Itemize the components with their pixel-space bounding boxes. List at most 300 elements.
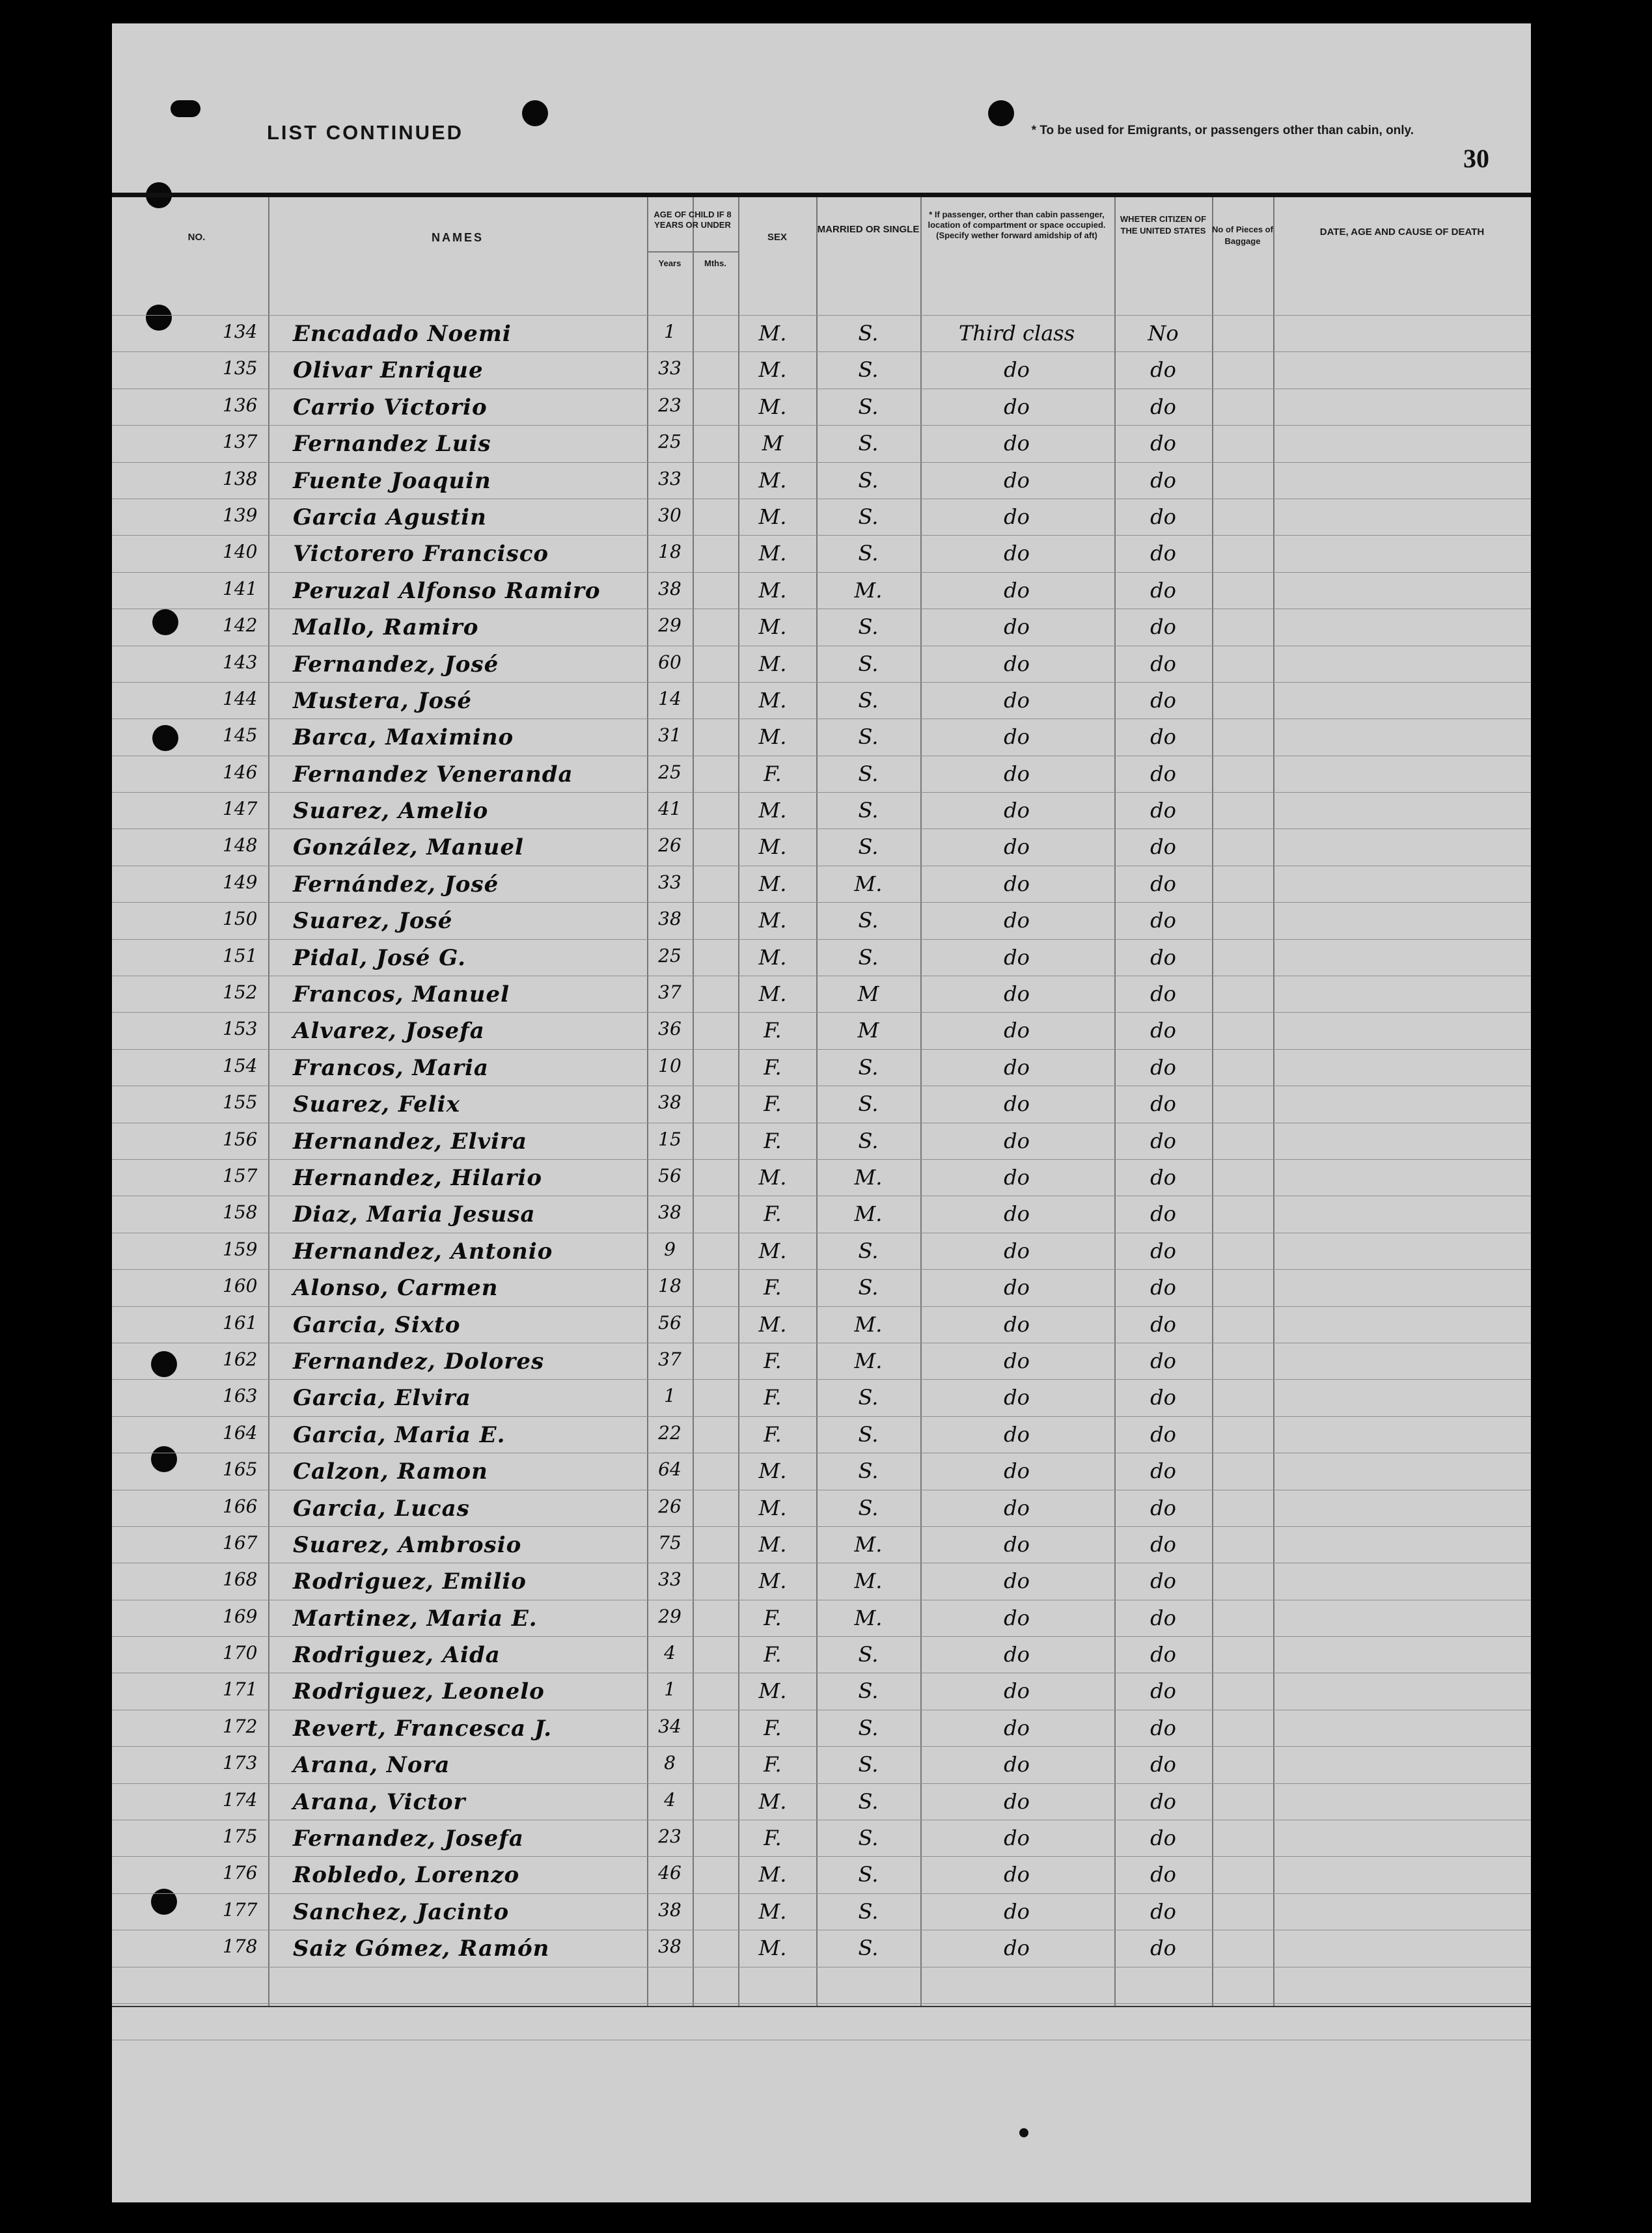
row-number: 158 bbox=[223, 1201, 258, 1224]
compartment: do bbox=[1004, 651, 1030, 676]
passenger-name: Garcia, Lucas bbox=[293, 1495, 470, 1522]
age-years: 33 bbox=[658, 871, 681, 893]
punch-hole bbox=[988, 100, 1014, 126]
row-number: 135 bbox=[223, 357, 258, 379]
age-years: 33 bbox=[658, 1569, 681, 1591]
passenger-name: Fernandez, Josefa bbox=[293, 1826, 524, 1852]
row-number: 159 bbox=[223, 1238, 258, 1260]
row-number: 155 bbox=[223, 1091, 258, 1114]
passenger-name: Rodriguez, Emilio bbox=[293, 1569, 527, 1595]
table-row bbox=[112, 315, 1531, 351]
table-row bbox=[112, 535, 1531, 571]
passenger-name: Robledo, Lorenzo bbox=[293, 1862, 520, 1889]
row-number: 157 bbox=[223, 1164, 258, 1186]
row-number: 163 bbox=[223, 1385, 258, 1407]
table-row bbox=[112, 425, 1531, 461]
marital-status: M. bbox=[854, 1201, 883, 1227]
sex: F. bbox=[764, 1054, 782, 1080]
marital-status: S. bbox=[858, 504, 879, 529]
marital-status: M bbox=[857, 981, 879, 1007]
empty-row bbox=[112, 2003, 1531, 2040]
table-row bbox=[112, 829, 1531, 865]
sex: M. bbox=[758, 614, 787, 640]
us-citizen: do bbox=[1150, 1238, 1176, 1263]
compartment: do bbox=[1004, 504, 1030, 529]
table-row bbox=[112, 646, 1531, 682]
sex: F. bbox=[764, 1091, 782, 1117]
passenger-name: Fernandez, José bbox=[293, 651, 499, 678]
us-citizen: do bbox=[1150, 1275, 1176, 1300]
marital-status: M. bbox=[854, 1348, 883, 1373]
us-citizen: do bbox=[1150, 1495, 1176, 1520]
age-years: 37 bbox=[658, 981, 681, 1004]
compartment: do bbox=[1004, 981, 1030, 1007]
sex: F. bbox=[764, 1018, 782, 1043]
compartment: do bbox=[1004, 431, 1030, 456]
passenger-name: Calzon, Ramon bbox=[293, 1459, 488, 1485]
us-citizen: do bbox=[1150, 1385, 1176, 1410]
compartment: do bbox=[1004, 834, 1030, 860]
age-years: 1 bbox=[664, 1678, 676, 1701]
compartment: do bbox=[1004, 357, 1030, 383]
sex: M. bbox=[758, 394, 787, 419]
sex: M. bbox=[758, 504, 787, 529]
row-number: 140 bbox=[223, 541, 258, 563]
row-number: 166 bbox=[223, 1495, 258, 1517]
compartment: do bbox=[1004, 687, 1030, 713]
sex: M. bbox=[758, 1495, 787, 1520]
sex: M. bbox=[758, 467, 787, 493]
table-row bbox=[112, 1453, 1531, 1489]
table-row bbox=[112, 1930, 1531, 1966]
row-number: 171 bbox=[223, 1678, 258, 1701]
passenger-name: Encadado Noemi bbox=[293, 321, 512, 347]
compartment: do bbox=[1004, 614, 1030, 640]
sex: M. bbox=[758, 944, 787, 970]
sex: M. bbox=[758, 1164, 787, 1190]
table-row bbox=[112, 1600, 1531, 1636]
us-citizen: do bbox=[1150, 1936, 1176, 1961]
us-citizen: do bbox=[1150, 1091, 1176, 1117]
passenger-name: Suarez, Felix bbox=[293, 1091, 460, 1118]
sex: F. bbox=[764, 1642, 782, 1667]
row-number: 136 bbox=[223, 394, 258, 416]
age-years: 4 bbox=[664, 1642, 676, 1664]
us-citizen: do bbox=[1150, 431, 1176, 456]
compartment: do bbox=[1004, 1642, 1030, 1667]
table-row bbox=[112, 609, 1531, 645]
header-sex: SEX bbox=[767, 232, 787, 243]
sex: F. bbox=[764, 1826, 782, 1851]
passenger-name: Victorero Francisco bbox=[293, 541, 549, 568]
age-years: 1 bbox=[664, 1385, 676, 1407]
us-citizen: do bbox=[1150, 724, 1176, 750]
table-row bbox=[112, 1233, 1531, 1269]
us-citizen: do bbox=[1150, 651, 1176, 676]
table-row bbox=[112, 389, 1531, 425]
marital-status: S. bbox=[858, 1642, 879, 1667]
us-citizen: do bbox=[1150, 1348, 1176, 1373]
age-years: 31 bbox=[658, 724, 681, 747]
row-number: 161 bbox=[223, 1311, 258, 1334]
row-number: 173 bbox=[223, 1752, 258, 1774]
us-citizen: do bbox=[1150, 1311, 1176, 1337]
age-years: 29 bbox=[658, 1605, 681, 1627]
sex: M. bbox=[758, 1788, 787, 1814]
table-row bbox=[112, 1123, 1531, 1159]
us-citizen: do bbox=[1150, 944, 1176, 970]
sex: M. bbox=[758, 357, 787, 383]
table-row bbox=[112, 1306, 1531, 1343]
age-years: 64 bbox=[658, 1459, 681, 1481]
table-row bbox=[112, 1269, 1531, 1306]
header-names: NAMES bbox=[431, 231, 484, 244]
compartment: do bbox=[1004, 798, 1030, 823]
row-number: 167 bbox=[223, 1531, 258, 1554]
marital-status: S. bbox=[858, 431, 879, 456]
sex: M. bbox=[758, 1459, 787, 1484]
compartment: do bbox=[1004, 1898, 1030, 1924]
compartment: do bbox=[1004, 1936, 1030, 1961]
table-row bbox=[112, 1196, 1531, 1232]
us-citizen: do bbox=[1150, 1826, 1176, 1851]
age-years: 14 bbox=[658, 687, 681, 709]
us-citizen: do bbox=[1150, 1752, 1176, 1777]
age-years: 56 bbox=[658, 1311, 681, 1334]
age-years: 22 bbox=[658, 1421, 681, 1444]
us-citizen: do bbox=[1150, 394, 1176, 419]
us-citizen: do bbox=[1150, 1642, 1176, 1667]
marital-status: M. bbox=[854, 1605, 883, 1630]
marital-status: S. bbox=[858, 834, 879, 860]
table-row bbox=[112, 1820, 1531, 1856]
us-citizen: do bbox=[1150, 871, 1176, 896]
passenger-name: Rodriguez, Leonelo bbox=[293, 1678, 545, 1705]
marital-status: S. bbox=[858, 1788, 879, 1814]
compartment: do bbox=[1004, 1495, 1030, 1520]
marital-status: M. bbox=[854, 1531, 883, 1557]
row-number: 151 bbox=[223, 944, 258, 966]
us-citizen: do bbox=[1150, 834, 1176, 860]
marital-status: S. bbox=[858, 394, 879, 419]
compartment: do bbox=[1004, 1201, 1030, 1227]
age-years: 10 bbox=[658, 1054, 681, 1076]
age-years: 23 bbox=[658, 394, 681, 416]
table-row bbox=[112, 1856, 1531, 1893]
age-years: 18 bbox=[658, 1275, 681, 1297]
compartment: do bbox=[1004, 1275, 1030, 1300]
passenger-name: Arana, Nora bbox=[293, 1752, 450, 1779]
age-years: 25 bbox=[658, 944, 681, 966]
compartment: do bbox=[1004, 1605, 1030, 1630]
us-citizen: do bbox=[1150, 1164, 1176, 1190]
header-age: AGE OF CHILD IF 8 YEARS OR UNDER bbox=[654, 210, 732, 230]
us-citizen: do bbox=[1150, 908, 1176, 933]
marital-status: S. bbox=[858, 614, 879, 640]
age-years: 38 bbox=[658, 1201, 681, 1224]
table-row bbox=[112, 499, 1531, 535]
marital-status: S. bbox=[858, 761, 879, 786]
row-number: 177 bbox=[223, 1898, 258, 1921]
us-citizen: do bbox=[1150, 1605, 1176, 1630]
sex: F. bbox=[764, 1275, 782, 1300]
table-row bbox=[112, 1893, 1531, 1930]
us-citizen: do bbox=[1150, 687, 1176, 713]
marital-status: S. bbox=[858, 908, 879, 933]
sex: M. bbox=[758, 1569, 787, 1594]
passenger-name: Fuente Joaquin bbox=[293, 467, 491, 494]
age-years: 56 bbox=[658, 1164, 681, 1186]
age-years: 26 bbox=[658, 1495, 681, 1517]
compartment: do bbox=[1004, 1385, 1030, 1410]
us-citizen: do bbox=[1150, 1715, 1176, 1740]
us-citizen: do bbox=[1150, 1421, 1176, 1447]
marital-status: S. bbox=[858, 357, 879, 383]
passenger-name: Sanchez, Jacinto bbox=[293, 1898, 510, 1925]
age-years: 38 bbox=[658, 1091, 681, 1114]
table-row bbox=[112, 1343, 1531, 1379]
header-months: Mths. bbox=[704, 258, 726, 268]
passenger-name: Olivar Enrique bbox=[293, 357, 484, 384]
table-row bbox=[112, 1012, 1531, 1048]
age-years: 29 bbox=[658, 614, 681, 637]
marital-status: S. bbox=[858, 1128, 879, 1153]
us-citizen: do bbox=[1150, 1054, 1176, 1080]
row-number: 172 bbox=[223, 1715, 258, 1737]
passenger-name: Peruzal Alfonso Ramiro bbox=[293, 577, 601, 604]
sex: M. bbox=[758, 871, 787, 896]
marital-status: S. bbox=[858, 1275, 879, 1300]
sex: F. bbox=[764, 1128, 782, 1153]
us-citizen: do bbox=[1150, 504, 1176, 529]
row-number: 141 bbox=[223, 577, 258, 599]
us-citizen: do bbox=[1150, 577, 1176, 603]
sex: M. bbox=[758, 1311, 787, 1337]
row-number: 147 bbox=[223, 798, 258, 820]
compartment: do bbox=[1004, 1459, 1030, 1484]
table-row bbox=[112, 1379, 1531, 1416]
passenger-name: Barca, Maximino bbox=[293, 724, 514, 751]
row-number: 160 bbox=[223, 1275, 258, 1297]
compartment: do bbox=[1004, 871, 1030, 896]
passenger-name: Garcia, Sixto bbox=[293, 1311, 461, 1338]
compartment: do bbox=[1004, 1678, 1030, 1704]
compartment: do bbox=[1004, 1054, 1030, 1080]
sex: M. bbox=[758, 908, 787, 933]
compartment: do bbox=[1004, 1164, 1030, 1190]
marital-status: S. bbox=[858, 651, 879, 676]
row-number: 165 bbox=[223, 1459, 258, 1481]
passenger-name: Diaz, Maria Jesusa bbox=[293, 1201, 536, 1228]
passenger-name: Garcia, Maria E. bbox=[293, 1421, 506, 1448]
row-number: 134 bbox=[223, 321, 258, 342]
marital-status: S. bbox=[858, 1421, 879, 1447]
header-no: NO. bbox=[187, 232, 206, 243]
marital-status: S. bbox=[858, 1054, 879, 1080]
us-citizen: do bbox=[1150, 1459, 1176, 1484]
marital-status: S. bbox=[858, 1495, 879, 1520]
passenger-name: Arana, Victor bbox=[293, 1788, 466, 1815]
age-years: 18 bbox=[658, 541, 681, 563]
row-number: 144 bbox=[223, 687, 258, 709]
age-years: 30 bbox=[658, 504, 681, 526]
sex: F. bbox=[764, 1201, 782, 1227]
table-row bbox=[112, 939, 1531, 976]
marital-status: S. bbox=[858, 1862, 879, 1887]
us-citizen: do bbox=[1150, 467, 1176, 493]
compartment: do bbox=[1004, 1752, 1030, 1777]
sex: M. bbox=[758, 541, 787, 566]
age-years: 8 bbox=[664, 1752, 676, 1774]
compartment: do bbox=[1004, 541, 1030, 566]
passenger-name: Francos, Maria bbox=[293, 1054, 489, 1081]
compartment: do bbox=[1004, 467, 1030, 493]
ink-dot bbox=[1019, 2128, 1028, 2137]
marital-status: M. bbox=[854, 577, 883, 603]
passenger-name: Saiz Gómez, Ramón bbox=[293, 1936, 550, 1962]
age-years: 23 bbox=[658, 1826, 681, 1848]
table-row bbox=[112, 462, 1531, 499]
age-years: 41 bbox=[658, 798, 681, 820]
manifest-page bbox=[112, 23, 1531, 2202]
us-citizen: do bbox=[1150, 1788, 1176, 1814]
age-years: 15 bbox=[658, 1128, 681, 1150]
compartment: do bbox=[1004, 1091, 1030, 1117]
passenger-name: Mustera, José bbox=[293, 687, 472, 714]
us-citizen: do bbox=[1150, 1678, 1176, 1704]
sex: F. bbox=[764, 1605, 782, 1630]
table-row bbox=[112, 719, 1531, 755]
header-location: * If passenger, orther than cabin passenger, location of compartment or space occupied. (Specify wether forward amidship of aft) bbox=[928, 210, 1106, 240]
sex: F. bbox=[764, 761, 782, 786]
compartment: do bbox=[1004, 1348, 1030, 1373]
table-row bbox=[112, 682, 1531, 719]
us-citizen: do bbox=[1150, 798, 1176, 823]
table-row bbox=[112, 1746, 1531, 1783]
row-number: 175 bbox=[223, 1826, 258, 1848]
compartment: do bbox=[1004, 1238, 1030, 1263]
row-number: 162 bbox=[223, 1348, 258, 1370]
table-row bbox=[112, 572, 1531, 609]
sex: F. bbox=[764, 1715, 782, 1740]
compartment: do bbox=[1004, 1128, 1030, 1153]
us-citizen: do bbox=[1150, 1569, 1176, 1594]
age-years: 75 bbox=[658, 1531, 681, 1554]
sex: M. bbox=[758, 724, 787, 750]
age-years: 9 bbox=[664, 1238, 676, 1260]
compartment: do bbox=[1004, 761, 1030, 786]
compartment: do bbox=[1004, 1018, 1030, 1043]
passenger-name: Hernandez, Antonio bbox=[293, 1238, 553, 1265]
table-row bbox=[112, 756, 1531, 792]
sex: F. bbox=[764, 1385, 782, 1410]
passenger-list bbox=[112, 315, 1531, 2077]
age-subheader-rule bbox=[647, 251, 738, 253]
marital-status: S. bbox=[858, 541, 879, 566]
us-citizen: do bbox=[1150, 1531, 1176, 1557]
us-citizen: do bbox=[1150, 357, 1176, 383]
marital-status: S. bbox=[858, 724, 879, 750]
passenger-name: Revert, Francesca J. bbox=[293, 1715, 553, 1742]
sex: M. bbox=[758, 1898, 787, 1924]
compartment: do bbox=[1004, 1569, 1030, 1594]
row-number: 152 bbox=[223, 981, 258, 1004]
sex: M. bbox=[758, 1531, 787, 1557]
passenger-name: Hernandez, Hilario bbox=[293, 1164, 543, 1191]
marital-status: S. bbox=[858, 1678, 879, 1704]
sex: M. bbox=[758, 834, 787, 860]
row-number: 148 bbox=[223, 834, 258, 856]
row-number: 169 bbox=[223, 1605, 258, 1627]
us-citizen: do bbox=[1150, 1018, 1176, 1043]
age-years: 33 bbox=[658, 357, 681, 379]
marital-status: S. bbox=[858, 467, 879, 493]
row-number: 176 bbox=[223, 1862, 258, 1884]
sex: M. bbox=[758, 981, 787, 1007]
us-citizen: do bbox=[1150, 1898, 1176, 1924]
list-title: LIST CONTINUED bbox=[267, 121, 464, 144]
compartment: do bbox=[1004, 1788, 1030, 1814]
sex: M. bbox=[758, 1936, 787, 1961]
table-row bbox=[112, 792, 1531, 829]
marital-status: S. bbox=[858, 1238, 879, 1263]
table-row bbox=[112, 976, 1531, 1012]
sex: M. bbox=[758, 1238, 787, 1263]
sex: M. bbox=[758, 1678, 787, 1704]
us-citizen: do bbox=[1150, 541, 1176, 566]
passenger-name: Garcia, Elvira bbox=[293, 1385, 471, 1412]
marital-status: S. bbox=[858, 798, 879, 823]
header-married: MARRIED OR SINGLE bbox=[817, 224, 920, 235]
passenger-name: Francos, Manuel bbox=[293, 981, 510, 1008]
table-row bbox=[112, 1086, 1531, 1122]
table-row bbox=[112, 1710, 1531, 1746]
row-number: 146 bbox=[223, 761, 258, 783]
marital-status: S. bbox=[858, 321, 879, 346]
sex: F. bbox=[764, 1752, 782, 1777]
sex: M. bbox=[758, 798, 787, 823]
header-citizen: WHETER CITIZEN OF THE UNITED STATES bbox=[1120, 214, 1207, 236]
passenger-name: Mallo, Ramiro bbox=[293, 614, 479, 641]
marital-status: S. bbox=[858, 944, 879, 970]
empty-row bbox=[112, 2040, 1531, 2076]
passenger-name: Rodriguez, Aida bbox=[293, 1642, 501, 1669]
row-number: 178 bbox=[223, 1936, 258, 1958]
passenger-name: Garcia Agustin bbox=[293, 504, 487, 530]
row-number: 153 bbox=[223, 1018, 258, 1040]
header-rule bbox=[112, 193, 1531, 197]
compartment: do bbox=[1004, 1531, 1030, 1557]
passenger-name: Suarez, Ambrosio bbox=[293, 1531, 522, 1558]
compartment: do bbox=[1004, 1826, 1030, 1851]
sex: M. bbox=[758, 687, 787, 713]
sex: M. bbox=[758, 651, 787, 676]
marital-status: M. bbox=[854, 1569, 883, 1594]
age-years: 4 bbox=[664, 1788, 676, 1811]
us-citizen: do bbox=[1150, 1201, 1176, 1227]
row-number: 143 bbox=[223, 651, 258, 673]
row-number: 164 bbox=[223, 1421, 258, 1444]
table-row bbox=[112, 1416, 1531, 1453]
passenger-name: Carrio Victorio bbox=[293, 394, 488, 420]
compartment: do bbox=[1004, 1715, 1030, 1740]
compartment: do bbox=[1004, 1311, 1030, 1337]
sex: M. bbox=[758, 577, 787, 603]
marital-status: S. bbox=[858, 687, 879, 713]
page-number: 30 bbox=[1463, 144, 1489, 173]
usage-note: * To be used for Emigrants, or passengers other than cabin, only. bbox=[1031, 124, 1414, 137]
age-years: 1 bbox=[664, 321, 676, 342]
